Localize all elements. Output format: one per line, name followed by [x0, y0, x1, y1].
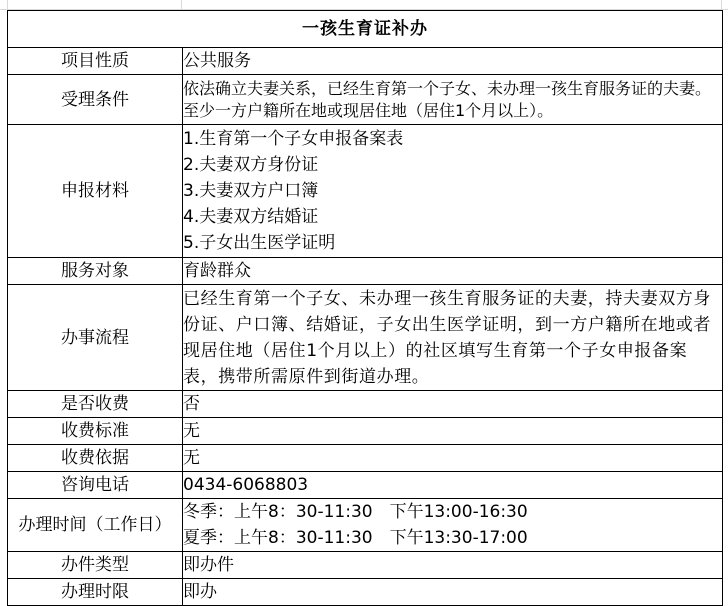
title-row — [8, 11, 723, 48]
value-phone[interactable]: 0434-6068803 — [183, 472, 723, 499]
value-fee[interactable]: 否 — [183, 391, 723, 418]
label-fee[interactable]: 是否收费 — [8, 391, 183, 418]
table-row — [8, 48, 723, 75]
value-type[interactable]: 即办件 — [183, 552, 723, 579]
hours-winter: 冬季：上午8：30-11:30 下午13:00-16:30 — [183, 502, 528, 522]
gridline — [721, 0, 722, 10]
table-row — [8, 285, 723, 391]
label-phone[interactable]: 咨询电话 — [8, 472, 183, 499]
label-conditions[interactable]: 受理条件 — [8, 75, 183, 125]
label-fee-standard[interactable]: 收费标准 — [8, 418, 183, 445]
material-item: 5.子女出生医学证明 — [183, 233, 336, 253]
label-target[interactable]: 服务对象 — [8, 258, 183, 285]
value-hours[interactable] — [183, 499, 723, 552]
table-row — [8, 125, 723, 258]
label-nature[interactable]: 项目性质 — [8, 48, 183, 75]
material-item: 4.夫妻双方结婚证 — [183, 207, 319, 227]
gridline — [181, 0, 182, 10]
hours-summer: 夏季：上午8：30-11:30 下午13:30-17:00 — [183, 528, 528, 548]
table-row — [8, 552, 723, 579]
label-limit[interactable]: 办理时限 — [8, 579, 183, 606]
label-materials[interactable]: 申报材料 — [8, 125, 183, 258]
gridline-top — [0, 0, 728, 10]
table-row — [8, 445, 723, 472]
hours-label-text: 办理时间（工作日） — [18, 515, 172, 535]
value-materials[interactable] — [183, 125, 723, 258]
conditions-text: 依法确立夫妻关系，已经生育第一个子女、未办理一孩生育服务证的夫妻。至少一方户籍所在地或现居住地（居住1个月以上）。 — [183, 78, 712, 120]
value-target[interactable]: 育龄群众 — [183, 258, 723, 285]
process-text: 已经生育第一个子女、未办理一孩生育服务证的夫妻，持夫妻双方身份证、户口簿、结婚证，子女出生医学证明，到一方户籍所在地或者现居住地（居住1个月以上）的社区填写生育第一个子女申报备案表，携带所需原件到街道办理。 — [183, 288, 711, 387]
table-row — [8, 579, 723, 606]
value-fee-basis[interactable]: 无 — [183, 445, 723, 472]
value-process[interactable] — [183, 285, 723, 391]
gridline — [7, 0, 8, 10]
service-info-table — [7, 10, 723, 606]
label-fee-basis[interactable]: 收费依据 — [8, 445, 183, 472]
table-row — [8, 499, 723, 552]
label-hours[interactable] — [8, 499, 183, 552]
table-row — [8, 391, 723, 418]
material-item: 2.夫妻双方身份证 — [183, 155, 319, 175]
table-row — [8, 258, 723, 285]
value-nature[interactable]: 公共服务 — [183, 48, 723, 75]
label-process[interactable]: 办事流程 — [8, 285, 183, 391]
material-item: 1.生育第一个子女申报备案表 — [183, 129, 404, 149]
table-row — [8, 75, 723, 125]
table-row — [8, 418, 723, 445]
label-type[interactable]: 办件类型 — [8, 552, 183, 579]
value-conditions[interactable] — [183, 75, 723, 125]
material-item: 3.夫妻双方户口簿 — [183, 181, 319, 201]
page-title[interactable]: 一孩生育证补办 — [8, 11, 723, 48]
table-row — [8, 472, 723, 499]
value-fee-standard[interactable]: 无 — [183, 418, 723, 445]
value-limit[interactable]: 即办 — [183, 579, 723, 606]
